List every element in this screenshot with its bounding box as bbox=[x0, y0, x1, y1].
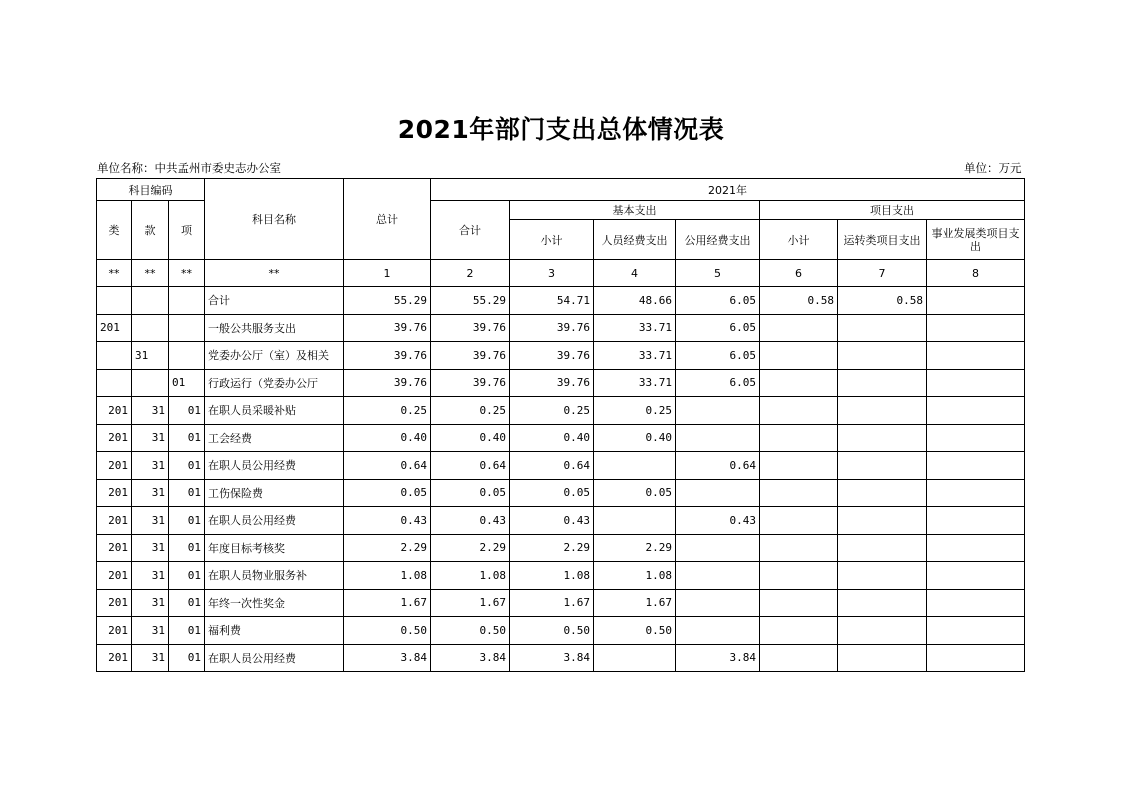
cell-total: 0.05 bbox=[344, 479, 431, 507]
index-cell: 2 bbox=[431, 260, 510, 287]
index-cell: 1 bbox=[344, 260, 431, 287]
cell-lei: 201 bbox=[97, 507, 132, 535]
cell-project-subtotal bbox=[760, 617, 838, 645]
cell-xiang: 01 bbox=[169, 479, 205, 507]
index-cell: 5 bbox=[676, 260, 760, 287]
cell-kuan: 31 bbox=[132, 452, 169, 480]
cell-project-subtotal bbox=[760, 452, 838, 480]
cell-subject-name: 福利费 bbox=[205, 617, 344, 645]
table-row bbox=[97, 287, 1025, 315]
cell-lei: 201 bbox=[97, 562, 132, 590]
cell-lei: 201 bbox=[97, 314, 132, 342]
cell-personnel bbox=[594, 452, 676, 480]
cell-personnel: 48.66 bbox=[594, 287, 676, 315]
cell-subject-name: 在职人员公用经费 bbox=[205, 452, 344, 480]
cell-xiang bbox=[169, 342, 205, 370]
index-cell: ** bbox=[97, 260, 132, 287]
cell-transfer-project bbox=[838, 534, 927, 562]
cell-public bbox=[676, 562, 760, 590]
cell-basic-subtotal: 0.05 bbox=[510, 479, 594, 507]
cell-development-project bbox=[927, 644, 1025, 672]
cell-basic-subtotal: 1.67 bbox=[510, 589, 594, 617]
cell-development-project bbox=[927, 507, 1025, 535]
cell-sum: 0.50 bbox=[431, 617, 510, 645]
table-row bbox=[97, 507, 1025, 535]
index-cell: ** bbox=[205, 260, 344, 287]
cell-lei bbox=[97, 287, 132, 315]
cell-kuan: 31 bbox=[132, 479, 169, 507]
table-header bbox=[97, 179, 1025, 287]
table-row bbox=[97, 369, 1025, 397]
table-row bbox=[97, 562, 1025, 590]
header-subject-name: 科目名称 bbox=[205, 179, 344, 260]
cell-subject-name: 行政运行（党委办公厅 bbox=[205, 369, 344, 397]
cell-basic-subtotal: 1.08 bbox=[510, 562, 594, 590]
cell-personnel: 0.25 bbox=[594, 397, 676, 425]
cell-subject-name: 党委办公厅（室）及相关 bbox=[205, 342, 344, 370]
table-body bbox=[97, 287, 1025, 672]
cell-public bbox=[676, 534, 760, 562]
cell-kuan: 31 bbox=[132, 507, 169, 535]
cell-development-project bbox=[927, 562, 1025, 590]
cell-total: 1.67 bbox=[344, 589, 431, 617]
cell-transfer-project bbox=[838, 479, 927, 507]
cell-personnel: 0.50 bbox=[594, 617, 676, 645]
cell-public: 0.64 bbox=[676, 452, 760, 480]
cell-kuan bbox=[132, 314, 169, 342]
cell-personnel: 2.29 bbox=[594, 534, 676, 562]
cell-transfer-project bbox=[838, 562, 927, 590]
index-cell: 4 bbox=[594, 260, 676, 287]
cell-personnel: 1.67 bbox=[594, 589, 676, 617]
cell-subject-name: 工伤保险费 bbox=[205, 479, 344, 507]
cell-public: 6.05 bbox=[676, 287, 760, 315]
cell-project-subtotal bbox=[760, 644, 838, 672]
cell-total: 0.40 bbox=[344, 424, 431, 452]
cell-xiang: 01 bbox=[169, 534, 205, 562]
cell-subject-name: 一般公共服务支出 bbox=[205, 314, 344, 342]
cell-lei: 201 bbox=[97, 534, 132, 562]
table-row bbox=[97, 534, 1025, 562]
cell-sum: 39.76 bbox=[431, 369, 510, 397]
cell-kuan: 31 bbox=[132, 342, 169, 370]
cell-project-subtotal bbox=[760, 424, 838, 452]
cell-personnel: 33.71 bbox=[594, 369, 676, 397]
unit-label: 单位：万元 bbox=[964, 161, 1022, 175]
index-cell: 6 bbox=[760, 260, 838, 287]
cell-xiang bbox=[169, 287, 205, 315]
cell-total: 0.43 bbox=[344, 507, 431, 535]
cell-public bbox=[676, 479, 760, 507]
cell-public bbox=[676, 397, 760, 425]
cell-total: 39.76 bbox=[344, 369, 431, 397]
cell-subject-name: 在职人员采暖补贴 bbox=[205, 397, 344, 425]
cell-sum: 1.08 bbox=[431, 562, 510, 590]
header-development-project: 事业发展类项目支出 bbox=[927, 220, 1025, 260]
table-row bbox=[97, 342, 1025, 370]
table-row bbox=[97, 397, 1025, 425]
cell-lei: 201 bbox=[97, 617, 132, 645]
cell-xiang: 01 bbox=[169, 369, 205, 397]
cell-development-project bbox=[927, 342, 1025, 370]
cell-lei: 201 bbox=[97, 424, 132, 452]
cell-xiang: 01 bbox=[169, 452, 205, 480]
cell-kuan: 31 bbox=[132, 397, 169, 425]
cell-sum: 39.76 bbox=[431, 342, 510, 370]
cell-total: 1.08 bbox=[344, 562, 431, 590]
header-personnel: 人员经费支出 bbox=[594, 220, 676, 260]
cell-personnel: 0.40 bbox=[594, 424, 676, 452]
cell-basic-subtotal: 3.84 bbox=[510, 644, 594, 672]
cell-lei bbox=[97, 369, 132, 397]
cell-transfer-project bbox=[838, 452, 927, 480]
cell-transfer-project bbox=[838, 589, 927, 617]
cell-kuan: 31 bbox=[132, 534, 169, 562]
cell-transfer-project: 0.58 bbox=[838, 287, 927, 315]
cell-kuan: 31 bbox=[132, 644, 169, 672]
cell-xiang: 01 bbox=[169, 507, 205, 535]
cell-basic-subtotal: 0.64 bbox=[510, 452, 594, 480]
cell-total: 0.50 bbox=[344, 617, 431, 645]
cell-xiang: 01 bbox=[169, 644, 205, 672]
cell-development-project bbox=[927, 452, 1025, 480]
table-row bbox=[97, 424, 1025, 452]
header-subject-code: 科目编码 bbox=[97, 179, 205, 201]
cell-development-project bbox=[927, 534, 1025, 562]
cell-personnel: 33.71 bbox=[594, 314, 676, 342]
cell-total: 0.64 bbox=[344, 452, 431, 480]
cell-transfer-project bbox=[838, 507, 927, 535]
header-basic-subtotal: 小计 bbox=[510, 220, 594, 260]
cell-total: 55.29 bbox=[344, 287, 431, 315]
cell-basic-subtotal: 54.71 bbox=[510, 287, 594, 315]
cell-lei: 201 bbox=[97, 479, 132, 507]
cell-total: 39.76 bbox=[344, 342, 431, 370]
header-project: 项目支出 bbox=[760, 201, 1025, 220]
header-xiang: 项 bbox=[169, 201, 205, 260]
header-public: 公用经费支出 bbox=[676, 220, 760, 260]
cell-kuan bbox=[132, 369, 169, 397]
header-lei: 类 bbox=[97, 201, 132, 260]
table-row bbox=[97, 589, 1025, 617]
cell-personnel: 0.05 bbox=[594, 479, 676, 507]
cell-kuan: 31 bbox=[132, 562, 169, 590]
cell-sum: 0.64 bbox=[431, 452, 510, 480]
cell-basic-subtotal: 39.76 bbox=[510, 314, 594, 342]
cell-project-subtotal: 0.58 bbox=[760, 287, 838, 315]
cell-transfer-project bbox=[838, 617, 927, 645]
cell-project-subtotal bbox=[760, 314, 838, 342]
cell-lei: 201 bbox=[97, 452, 132, 480]
header-sum: 合计 bbox=[431, 201, 510, 260]
cell-personnel: 33.71 bbox=[594, 342, 676, 370]
cell-personnel bbox=[594, 644, 676, 672]
cell-xiang bbox=[169, 314, 205, 342]
cell-total: 39.76 bbox=[344, 314, 431, 342]
page-title: 2021年部门支出总体情况表 bbox=[397, 115, 725, 144]
cell-project-subtotal bbox=[760, 479, 838, 507]
index-cell: ** bbox=[169, 260, 205, 287]
cell-sum: 0.25 bbox=[431, 397, 510, 425]
cell-total: 3.84 bbox=[344, 644, 431, 672]
cell-basic-subtotal: 2.29 bbox=[510, 534, 594, 562]
cell-sum: 39.76 bbox=[431, 314, 510, 342]
cell-sum: 55.29 bbox=[431, 287, 510, 315]
table-row bbox=[97, 314, 1025, 342]
cell-public: 6.05 bbox=[676, 369, 760, 397]
cell-public: 6.05 bbox=[676, 342, 760, 370]
table-row bbox=[97, 452, 1025, 480]
cell-project-subtotal bbox=[760, 562, 838, 590]
table-row bbox=[97, 644, 1025, 672]
cell-subject-name: 在职人员公用经费 bbox=[205, 644, 344, 672]
cell-transfer-project bbox=[838, 397, 927, 425]
cell-total: 0.25 bbox=[344, 397, 431, 425]
table-row bbox=[97, 479, 1025, 507]
cell-sum: 3.84 bbox=[431, 644, 510, 672]
index-cell: 8 bbox=[927, 260, 1025, 287]
cell-subject-name: 年度目标考核奖 bbox=[205, 534, 344, 562]
cell-development-project bbox=[927, 617, 1025, 645]
cell-xiang: 01 bbox=[169, 424, 205, 452]
cell-subject-name: 在职人员物业服务补 bbox=[205, 562, 344, 590]
header-kuan: 款 bbox=[132, 201, 169, 260]
cell-transfer-project bbox=[838, 424, 927, 452]
cell-development-project bbox=[927, 589, 1025, 617]
cell-kuan: 31 bbox=[132, 589, 169, 617]
cell-basic-subtotal: 0.40 bbox=[510, 424, 594, 452]
cell-transfer-project bbox=[838, 644, 927, 672]
cell-kuan bbox=[132, 287, 169, 315]
cell-development-project bbox=[927, 314, 1025, 342]
header-basic: 基本支出 bbox=[510, 201, 760, 220]
cell-xiang: 01 bbox=[169, 589, 205, 617]
cell-basic-subtotal: 0.50 bbox=[510, 617, 594, 645]
cell-transfer-project bbox=[838, 342, 927, 370]
cell-public bbox=[676, 424, 760, 452]
cell-lei: 201 bbox=[97, 644, 132, 672]
header-project-subtotal: 小计 bbox=[760, 220, 838, 260]
index-cell: 7 bbox=[838, 260, 927, 287]
cell-kuan: 31 bbox=[132, 617, 169, 645]
cell-sum: 2.29 bbox=[431, 534, 510, 562]
index-cell: 3 bbox=[510, 260, 594, 287]
cell-xiang: 01 bbox=[169, 562, 205, 590]
table-row bbox=[97, 617, 1025, 645]
cell-project-subtotal bbox=[760, 589, 838, 617]
expenditure-table bbox=[96, 178, 1025, 672]
cell-project-subtotal bbox=[760, 507, 838, 535]
cell-lei: 201 bbox=[97, 589, 132, 617]
cell-personnel: 1.08 bbox=[594, 562, 676, 590]
header-year: 2021年 bbox=[431, 179, 1025, 201]
cell-development-project bbox=[927, 397, 1025, 425]
cell-basic-subtotal: 0.25 bbox=[510, 397, 594, 425]
cell-development-project bbox=[927, 479, 1025, 507]
cell-total: 2.29 bbox=[344, 534, 431, 562]
header-transfer-project: 运转类项目支出 bbox=[838, 220, 927, 260]
cell-sum: 1.67 bbox=[431, 589, 510, 617]
cell-xiang: 01 bbox=[169, 617, 205, 645]
header-total: 总计 bbox=[344, 179, 431, 260]
cell-lei bbox=[97, 342, 132, 370]
cell-sum: 0.40 bbox=[431, 424, 510, 452]
cell-personnel bbox=[594, 507, 676, 535]
cell-development-project bbox=[927, 287, 1025, 315]
cell-project-subtotal bbox=[760, 369, 838, 397]
cell-development-project bbox=[927, 369, 1025, 397]
cell-subject-name: 工会经费 bbox=[205, 424, 344, 452]
cell-lei: 201 bbox=[97, 397, 132, 425]
cell-xiang: 01 bbox=[169, 397, 205, 425]
cell-transfer-project bbox=[838, 369, 927, 397]
cell-project-subtotal bbox=[760, 342, 838, 370]
cell-public bbox=[676, 589, 760, 617]
index-row bbox=[97, 260, 1025, 287]
cell-public: 0.43 bbox=[676, 507, 760, 535]
cell-sum: 0.43 bbox=[431, 507, 510, 535]
cell-basic-subtotal: 0.43 bbox=[510, 507, 594, 535]
cell-public: 3.84 bbox=[676, 644, 760, 672]
cell-public: 6.05 bbox=[676, 314, 760, 342]
cell-subject-name: 在职人员公用经费 bbox=[205, 507, 344, 535]
cell-project-subtotal bbox=[760, 534, 838, 562]
cell-public bbox=[676, 617, 760, 645]
unit-name-label: 单位名称：中共孟州市委史志办公室 bbox=[97, 161, 281, 175]
cell-basic-subtotal: 39.76 bbox=[510, 369, 594, 397]
cell-subject-name: 合计 bbox=[205, 287, 344, 315]
cell-sum: 0.05 bbox=[431, 479, 510, 507]
cell-subject-name: 年终一次性奖金 bbox=[205, 589, 344, 617]
index-cell: ** bbox=[132, 260, 169, 287]
cell-transfer-project bbox=[838, 314, 927, 342]
cell-project-subtotal bbox=[760, 397, 838, 425]
cell-basic-subtotal: 39.76 bbox=[510, 342, 594, 370]
cell-development-project bbox=[927, 424, 1025, 452]
cell-kuan: 31 bbox=[132, 424, 169, 452]
